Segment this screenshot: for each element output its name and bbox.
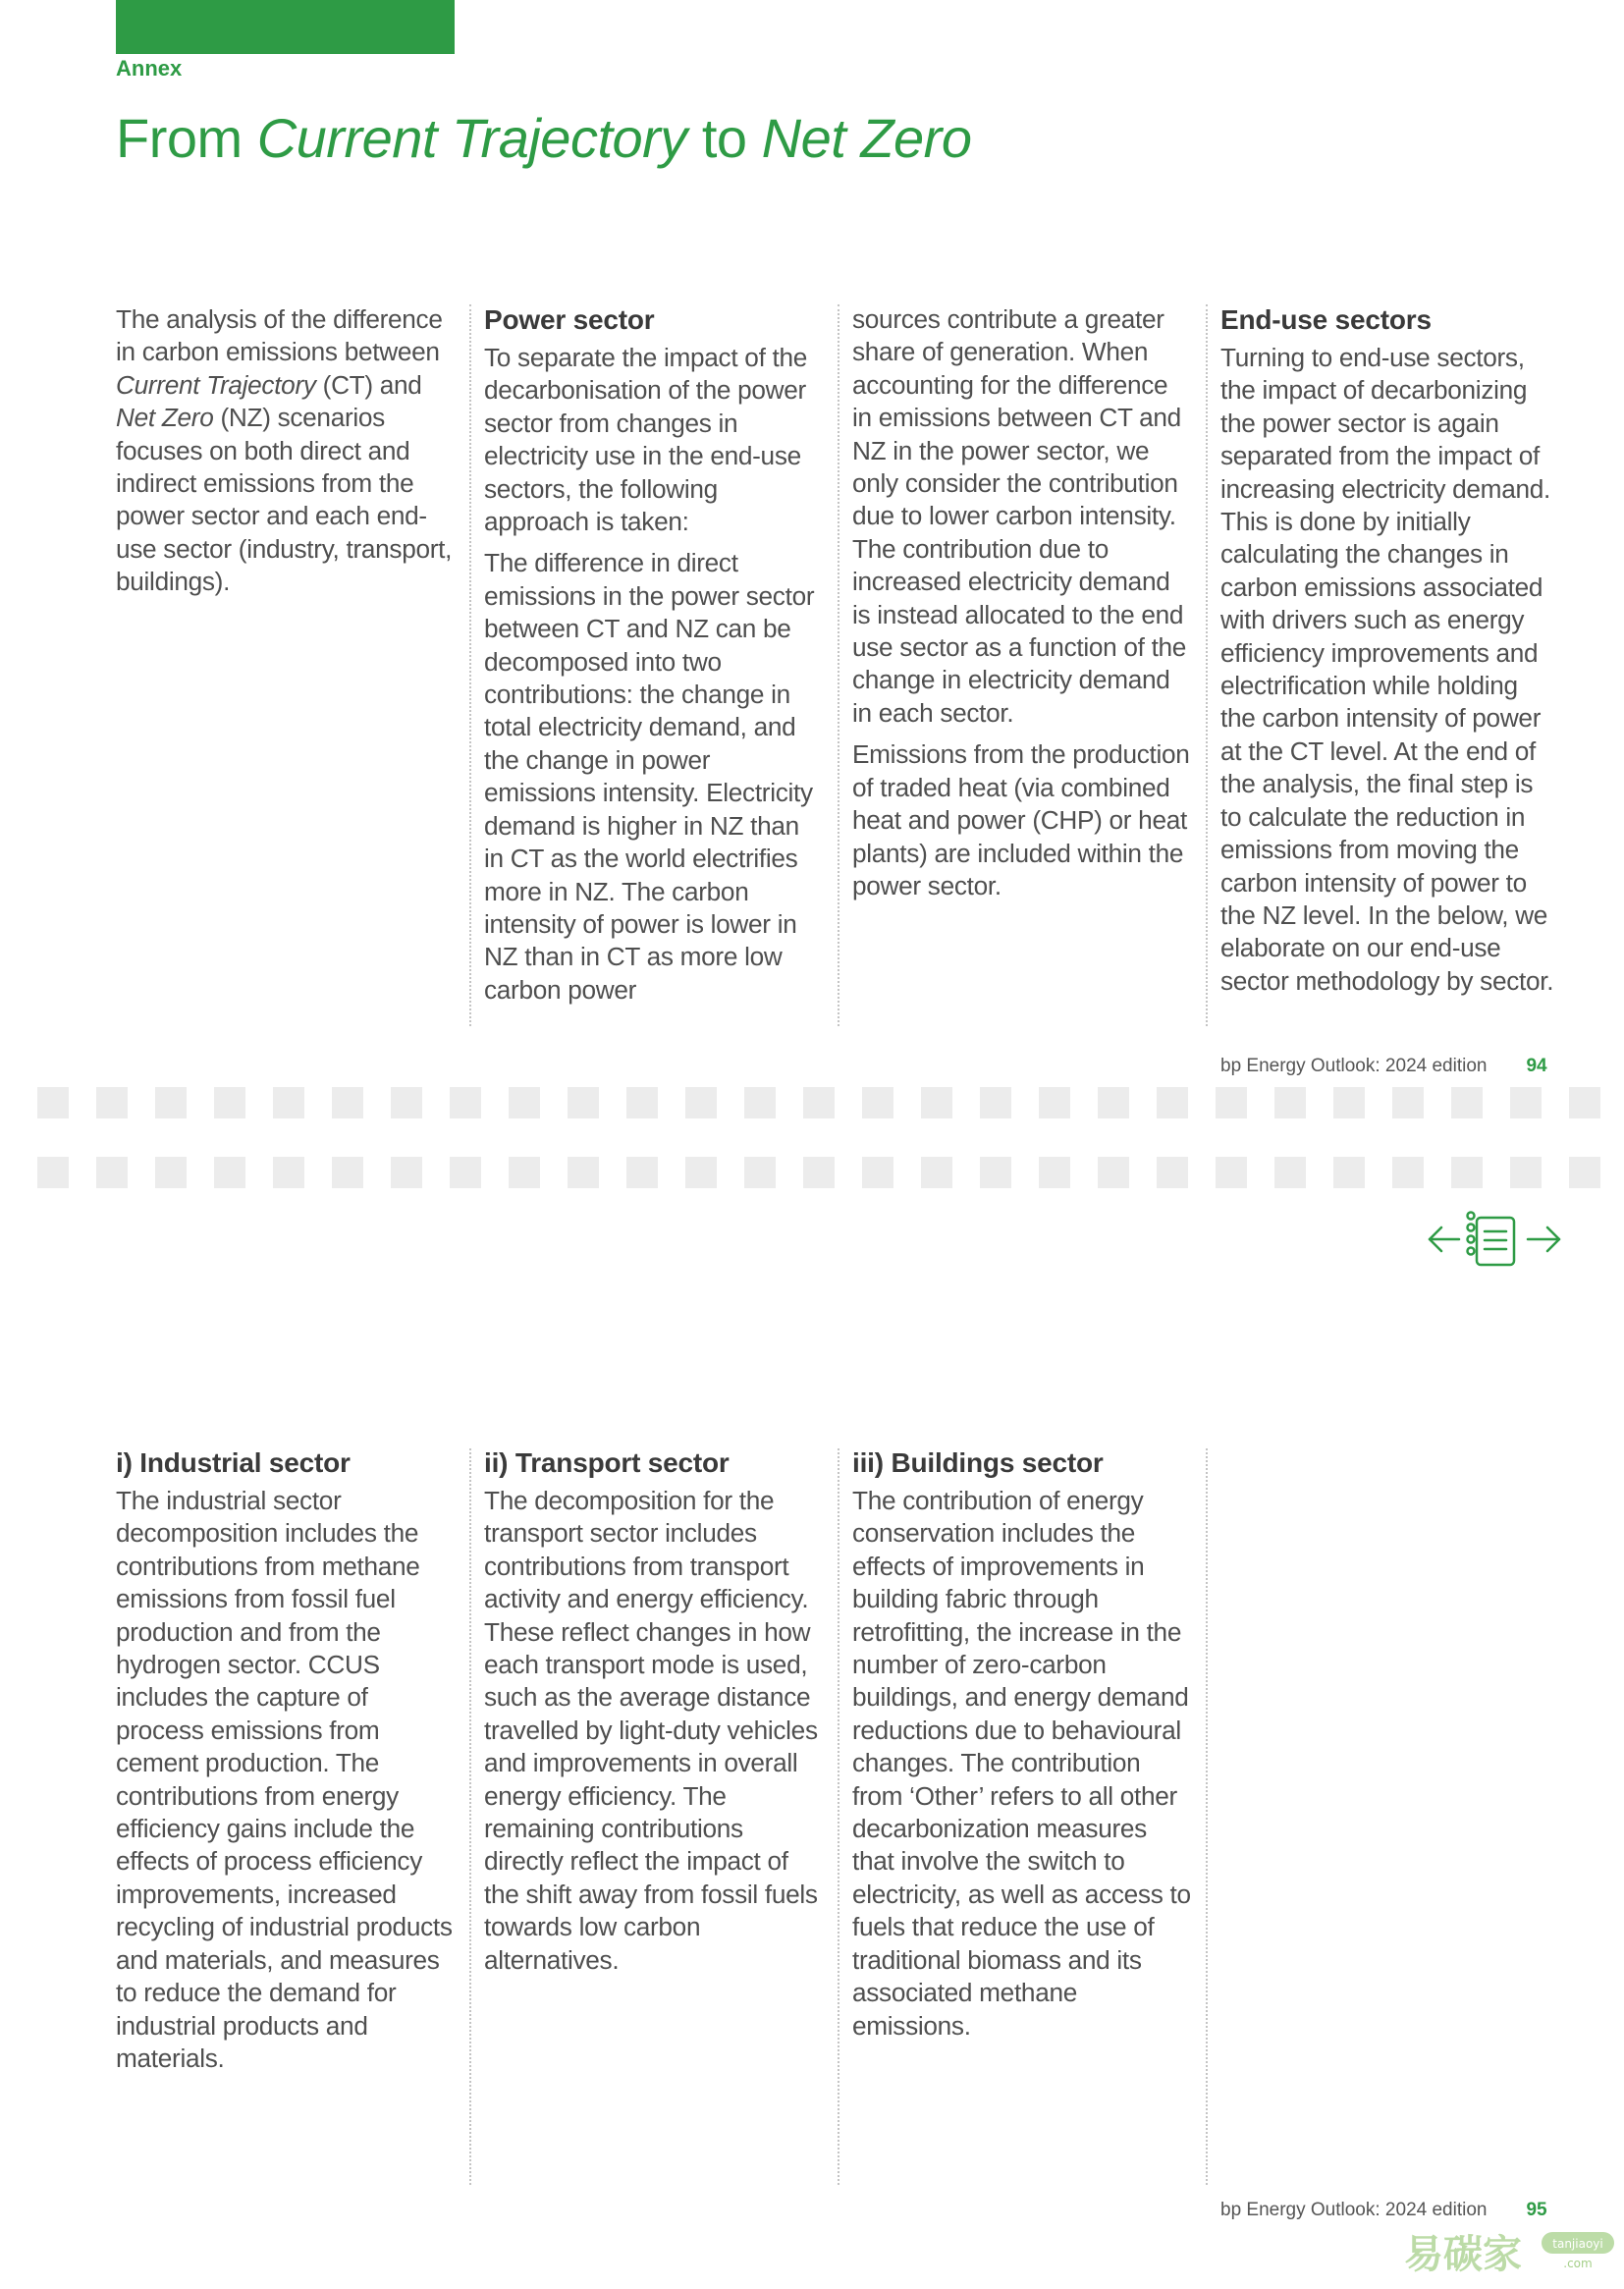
page-title — [116, 106, 971, 170]
title-italic-net-zero: Net Zero — [761, 107, 972, 169]
header-accent-bar — [116, 0, 455, 54]
buildings-sector-paragraph: The contribution of energy conservation includes the effects of improvements in building fabric through retrofitting, the increase in the number of zero-carbon buildings, and energy demand reductions due to behavioural changes. The contribution from ‘Other’ refers to all other decarbonization measures that involve the switch to electricity, as well as access to fuels that reduce the use of traditional biomass and its associated methane emissions. — [852, 1486, 1191, 2041]
transport-sector-heading: ii) Transport sector — [484, 1447, 730, 1478]
column-divider — [838, 1448, 839, 2185]
title-part: From — [116, 107, 257, 169]
svg-text:易碳家: 易碳家 — [1404, 2232, 1522, 2277]
intro-text: The analysis of the difference in carbon emissions between — [116, 304, 443, 367]
title-italic-current-trajectory: Current Trajectory — [256, 107, 687, 169]
section-label: Annex — [116, 56, 183, 81]
intro-text: (CT) and — [315, 369, 422, 400]
svg-text:.com: .com — [1563, 2257, 1593, 2270]
end-use-sectors-paragraph: Turning to end-use sectors, the impact of decarbonizing the power sector is again separated from the impact of increasing electricity demand. This is done by initially calculating the changes in carbon emissions associated with drivers such as energy efficiency improvements and electrification while holding the carbon intensity of power at the CT level. At the end of the analysis, the final step is to calculate the reduction in emissions from moving the carbon intensity of power to the NZ level. In the below, we elaborate on our end-use sector methodology by sector. — [1220, 343, 1554, 996]
footer-publication: bp Energy Outlook: 2024 edition — [1220, 1056, 1488, 1076]
watermark-logo — [1404, 2224, 1620, 2283]
power-sector-paragraph: The difference in direct emissions in the power sector between CT and NZ can be decomposed into two contributions: the change in total electricity demand, and the change in power emissions intensity. Electricity demand is higher in NZ than in CT as the world electrifies more in NZ. The carbon intensity of power is lower in NZ than in CT as more low carbon power — [484, 548, 815, 1005]
intro-text: (NZ) scenarios focuses on both direct and indirect emissions from the power sector and each end-use sector (industry, transport, buildings). — [116, 403, 453, 597]
power-sector-heading: Power sector — [484, 304, 655, 335]
transport-sector-column — [484, 1446, 823, 1986]
column-divider — [469, 304, 471, 1026]
intro-column — [116, 303, 455, 608]
page-footer — [1220, 1056, 1547, 1077]
buildings-sector-column — [852, 1446, 1191, 2051]
page-separator-band — [37, 1087, 1587, 1118]
column-divider — [1206, 1448, 1208, 2185]
column-divider — [838, 304, 839, 1026]
end-use-sectors-heading: End-use sectors — [1220, 304, 1432, 335]
transport-sector-paragraph: The decomposition for the transport sector includes contributions from transport activity and energy efficiency. These reflect changes in how each transport mode is used, such as the average distance travelled by light-duty vehicles and improvements in overall energy efficiency. The remaining contributions directly reflect the impact of the shift away from fossil fuels towards low carbon alternatives. — [484, 1486, 818, 1975]
power-sector-paragraph: To separate the impact of the decarbonisation of the power sector from changes in electricity use in the end-use sectors, the following approach is taken: — [484, 343, 808, 537]
svg-text:tanjiaoyi: tanjiaoyi — [1552, 2237, 1603, 2251]
industrial-sector-column — [116, 1446, 455, 2084]
intro-paragraph — [116, 303, 455, 599]
footer-publication: bp Energy Outlook: 2024 edition — [1220, 2200, 1488, 2220]
title-part: to — [686, 107, 762, 169]
industrial-sector-heading: i) Industrial sector — [116, 1447, 351, 1478]
page-number: 94 — [1526, 1056, 1547, 1076]
column-divider — [469, 1448, 471, 2185]
intro-italic: Current Trajectory — [116, 369, 316, 400]
page-number: 95 — [1526, 2200, 1547, 2220]
column-divider — [1206, 304, 1208, 1026]
page-95 — [0, 1178, 1624, 2289]
end-use-sectors-column — [1220, 303, 1559, 1007]
power-sector-column — [484, 303, 823, 1015]
page-94 — [0, 0, 1624, 1105]
buildings-sector-heading: iii) Buildings sector — [852, 1447, 1104, 1478]
power-sector-paragraph: Emissions from the production of traded heat (via combined heat and power (CHP) or heat plants) are included within the power sector. — [852, 739, 1190, 900]
power-sector-continued-column — [852, 303, 1191, 911]
industrial-sector-paragraph: The industrial sector decomposition includes the contributions from methane emissions from fossil fuel production and from the hydrogen sector. CCUS includes the capture of process emissions from cement production. The contributions from energy efficiency gains include the effects of process efficiency improvements, increased recycling of industrial products and materials, and measures to reduce the demand for industrial products and materials. — [116, 1486, 453, 2073]
page-footer — [1220, 2200, 1547, 2221]
power-sector-paragraph: sources contribute a greater share of generation. When accounting for the difference in emissions between CT and NZ in the power sector, we only consider the contribution due to lower carbon intensity. The contribution due to increased electricity demand is instead allocated to the end use sector as a function of the change in electricity demand in each sector. — [852, 304, 1187, 728]
intro-italic: Net Zero — [116, 403, 214, 433]
